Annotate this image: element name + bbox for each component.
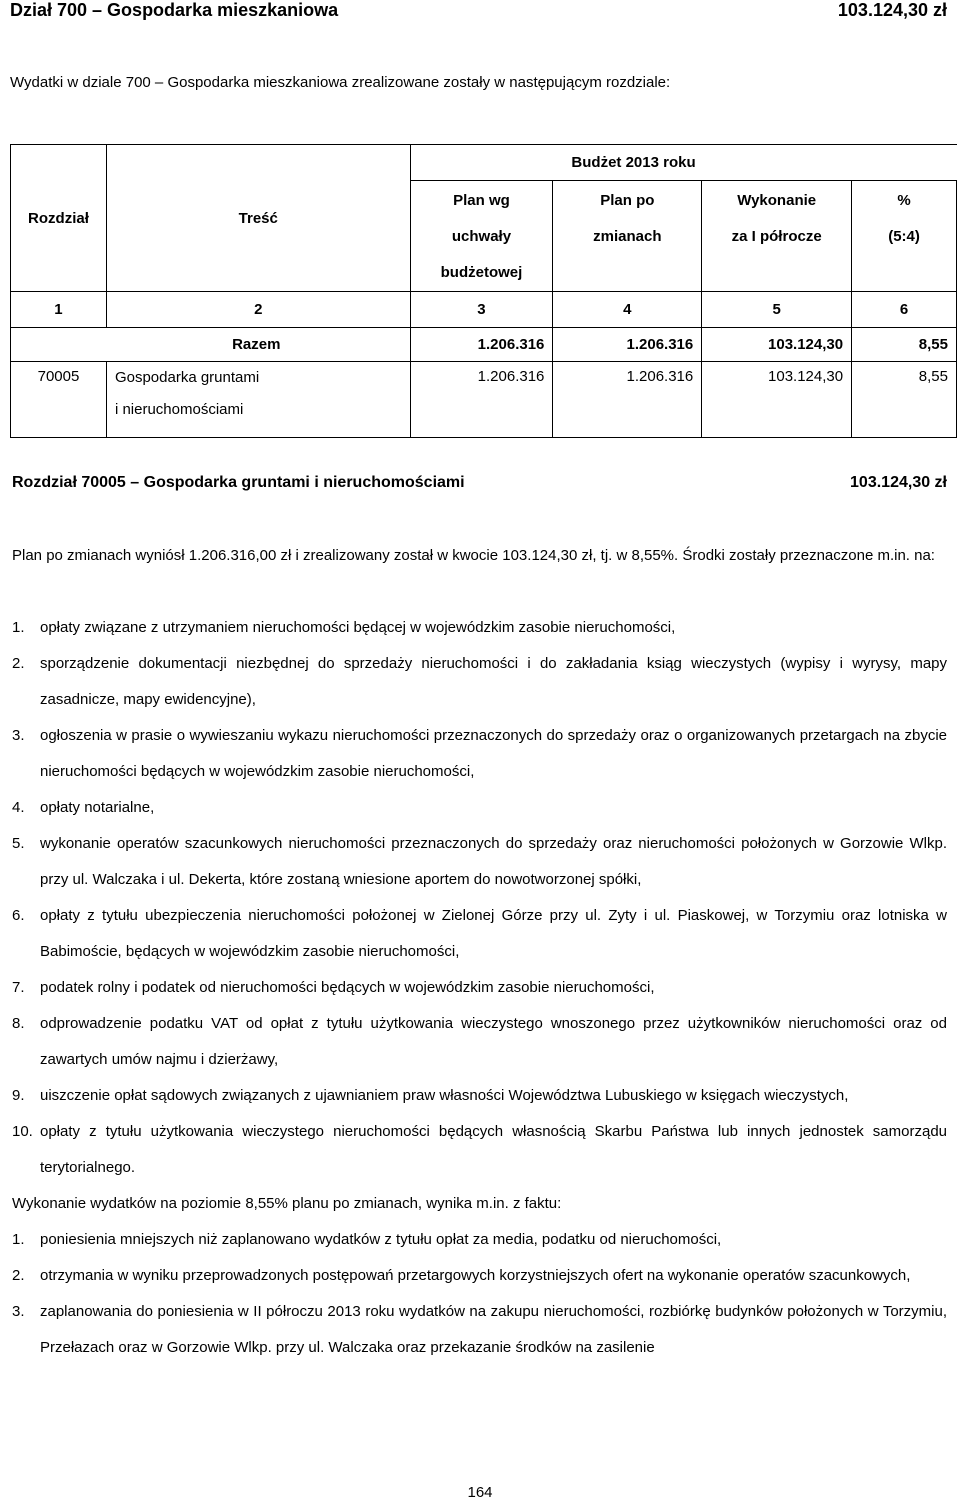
row-tresc [106,362,410,438]
row-wykonanie: 103.124,30 [702,362,852,438]
header-wykonanie-line1: Wykonanie [737,192,817,209]
razem-wykonanie: 103.124,30 [702,328,852,362]
table-row [11,362,957,438]
list-item-number: 7. [12,979,25,996]
list-item-text: wykonanie operatów szacunkowych nieruchomości przeznaczonych do sprzedaży oraz nieruchomości położonych w Gorzowie Wlkp. przy ul. Walczaka i ul. Dekerta, które zostaną wniesione aportem do nowotworzonej spółki, [40,835,947,888]
header-plan-wg-line2: uchwały [451,228,512,245]
header-percent-line2: (5:4) [888,228,920,245]
col-number-2: 2 [106,292,410,328]
list-item-number: 9. [12,1087,25,1104]
col-number-3: 3 [410,292,553,328]
list-item-number: 8. [12,1015,25,1032]
list-item [12,1114,947,1186]
list-item-text: ogłoszenia w prasie o wywieszaniu wykazu nieruchomości przeznaczonych do sprzedaży oraz o organizowanych przetargach na zbycie nieruchomości będących w wojewódzkim zasobie nieruchomości, [40,727,947,780]
intro-text: Wydatki w dziale 700 – Gospodarka mieszkaniowa zrealizowane zostały w następującym rozdziale: [10,74,671,91]
razem-percent: 8,55 [852,328,957,362]
list-item-number: 1. [12,619,25,636]
reason-item-number: 1. [12,1231,25,1248]
reason-item-number: 2. [12,1267,25,1284]
list-item [12,826,947,898]
expense-list [12,610,947,1366]
section-title: Rozdział 70005 – Gospodarka gruntami i nieruchomościami [12,474,465,491]
header-wykonanie-line2: za I półrocze [731,228,822,245]
list-item-number: 6. [12,907,25,924]
list-item-number: 5. [12,835,25,852]
reason-item-text: otrzymania w wyniku przeprowadzonych postępowań przetargowych korzystniejszych ofert na wykonanie operatów szacunkowych, [40,1267,911,1284]
row-rozdzial: 70005 [11,362,107,438]
header-plan-po-line1: Plan po [600,192,655,209]
header-plan-wg-line1: Plan wg [453,192,510,209]
row-plan-wg: 1.206.316 [410,362,553,438]
reason-item [12,1222,947,1258]
list-item-text: opłaty związane z utrzymaniem nieruchomości będącej w wojewódzkim zasobie nieruchomości, [40,619,676,636]
list-item [12,790,947,826]
row-plan-po: 1.206.316 [553,362,702,438]
col-number-1: 1 [11,292,107,328]
list-item [12,610,947,646]
header-wykonanie [702,181,852,292]
row-tresc-line1: Gospodarka gruntami [114,369,260,386]
header-tresc: Treść [106,145,410,292]
page-title: Dział 700 – Gospodarka mieszkaniowa [10,0,339,20]
list-item-text: sporządzenie dokumentacji niezbędnej do sprzedaży nieruchomości i do zakładania ksiąg wieczystych (wypisy i wyrysy, mapy zasadnicze, mapy ewidencyjne), [40,655,947,708]
list-item [12,718,947,790]
list-item-text: podatek rolny i podatek od nieruchomości będących w wojewódzkim zasobie nieruchomości, [40,979,655,996]
table-row-razem [11,328,957,362]
list-item-number: 10. [12,1123,33,1140]
header-plan-wg [410,181,553,292]
reason-item [12,1294,947,1366]
reason-item [12,1258,947,1294]
list-item [12,898,947,970]
list-item-text: uiszczenie opłat sądowych związanych z ujawnianiem praw własności Województwa Lubuskiego w księgach wieczystych, [40,1087,849,1104]
reason-item-text: zaplanowania do poniesienia w II półroczu 2013 roku wydatków na zakupu nieruchomości, rozbiórkę budynków położonych w Torzymiu, Przełazach oraz w Gorzowie Wlkp. przy ul. Walczaka oraz przekazanie środków na zasilenie [40,1303,947,1356]
col-number-5: 5 [702,292,852,328]
list-item [12,1078,947,1114]
list-item-number: 3. [12,727,25,744]
col-number-4: 4 [553,292,702,328]
list-item-text: opłaty z tytułu ubezpieczenia nieruchomości położonej w Zielonej Górze przy ul. Zyty i ul. Piaskowej, w Torzymiu oraz lotniska w Babimoście, będących w wojewódzkim zasobie nieruchomości, [40,907,947,960]
page-number: 164 [467,1484,493,1501]
list-item-text: odprowadzenie podatku VAT od opłat z tytułu użytkowania wieczystego wnoszonego przez użytkowników nieruchomości oraz od zawartych umów najmu i dzierżawy, [40,1015,947,1068]
list-item [12,1006,947,1078]
wykonanie-intro: Wykonanie wydatków na poziomie 8,55% planu po zmianach, wynika m.in. z faktu: [12,1195,562,1212]
reason-item-number: 3. [12,1303,25,1320]
plan-paragraph: Plan po zmianach wyniósł 1.206.316,00 zł i zrealizowany został w kwocie 103.124,30 zł, tj. w 8,55%. Środki zostały przeznaczone m.in. na: [12,547,935,564]
list-item-number: 2. [12,655,25,672]
razem-label: Razem [11,328,411,362]
budget-table [10,144,957,438]
razem-plan-wg: 1.206.316 [410,328,553,362]
header-percent [852,181,957,292]
col-number-6: 6 [852,292,957,328]
header-plan-wg-line3: budżetowej [440,264,523,281]
section-amount: 103.124,30 zł [850,474,947,491]
header-plan-po-line2: zmianach [593,228,662,245]
list-item [12,646,947,718]
list-item-text: opłaty notarialne, [40,799,155,816]
header-budzet: Budżet 2013 roku [410,145,956,181]
header-rozdzial: Rozdział [11,145,107,292]
razem-plan-po: 1.206.316 [553,328,702,362]
list-item [12,970,947,1006]
header-percent-line1: % [897,192,911,209]
list-item-text: opłaty z tytułu użytkowania wieczystego nieruchomości będących własnością Skarbu Państwa lub innych jednostek samorządu terytorialnego. [40,1123,947,1176]
row-tresc-line2: i nieruchomościami [114,401,244,418]
row-percent: 8,55 [852,362,957,438]
reason-item-text: poniesienia mniejszych niż zaplanowano wydatków z tytułu opłat za media, podatku od nieruchomości, [40,1231,722,1248]
page-title-amount: 103.124,30 zł [837,0,947,20]
list-item-number: 4. [12,799,25,816]
header-plan-po [553,181,702,292]
